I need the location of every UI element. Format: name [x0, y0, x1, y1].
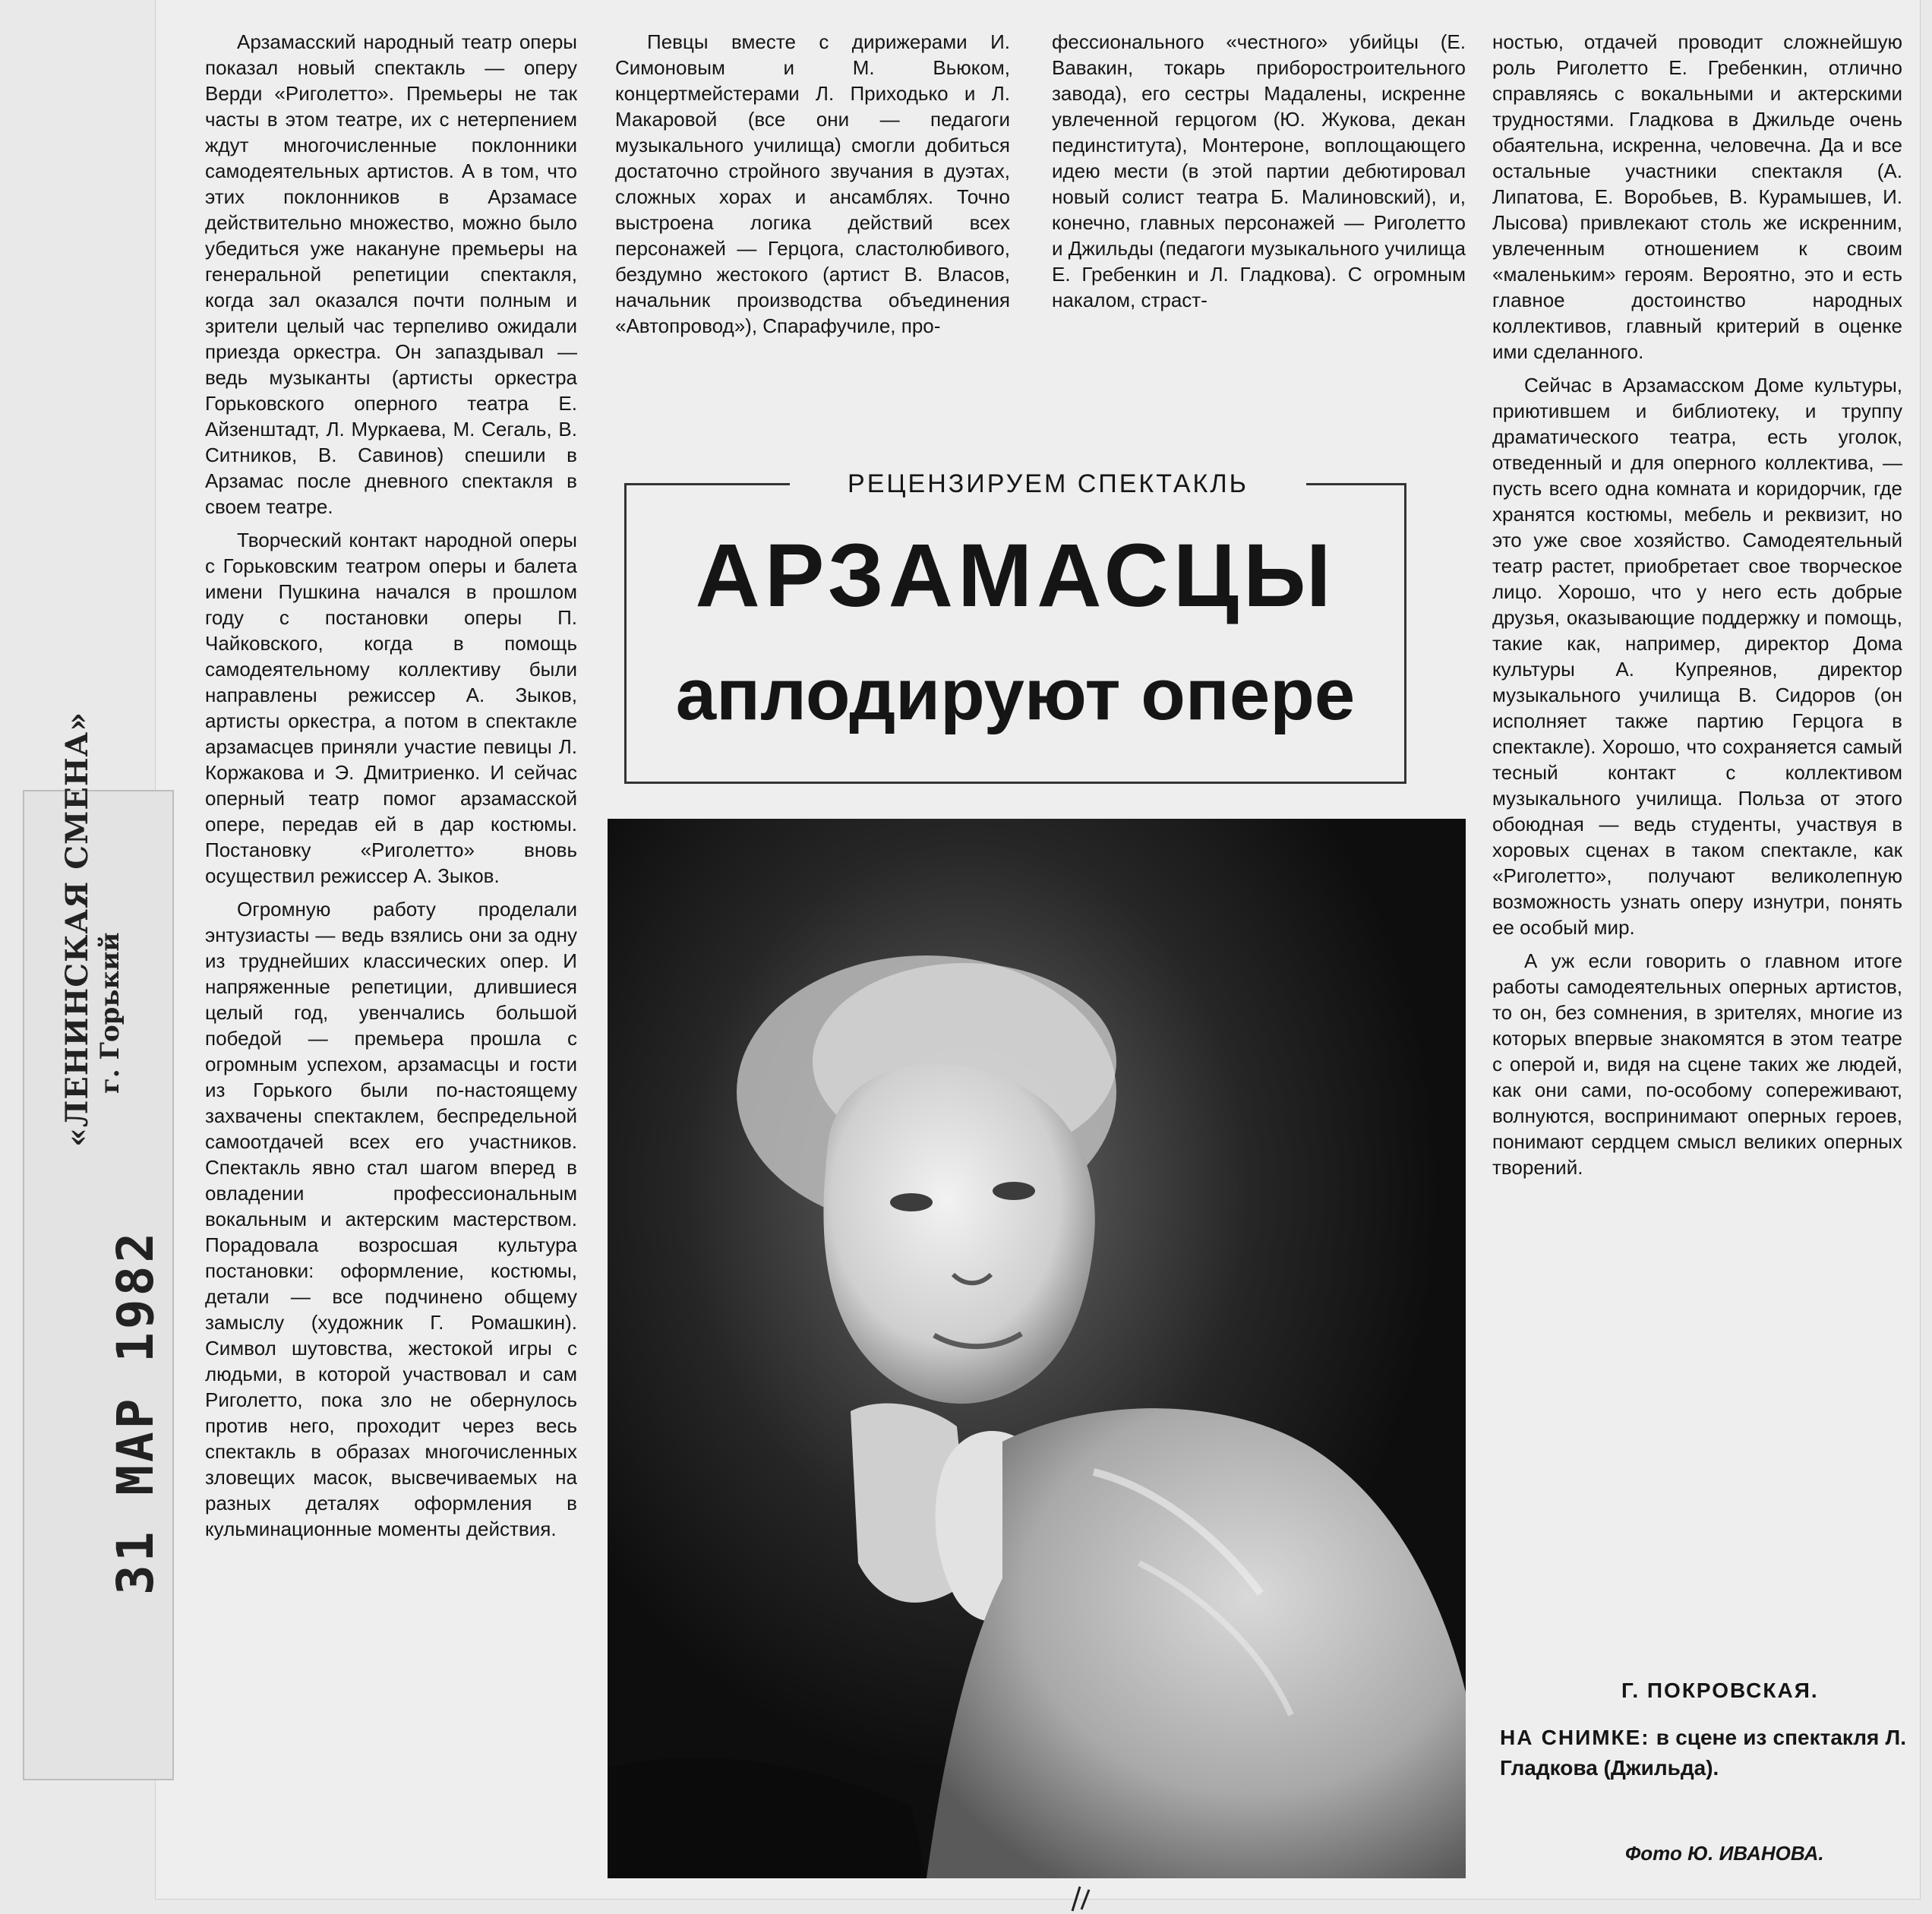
article-column-3 [1052, 29, 1466, 321]
caption-lead: НА СНИМКЕ: [1500, 1726, 1650, 1749]
paragraph: Творческий контакт народной оперы с Горьковским театром оперы и балета имени Пушкина начался в прошлом году с постановки оперы П. Чайковского, когда в помощь самодеятельному коллективу были направлены режиссер А. Зыков, артисты оркестра, а потом в спектакле арзамасцев приняли участие певицы Л. Коржакова и Э. Дмитриенко. И сейчас оперный театр помог арзамасской опере, передав ей в дар костюмы. Постановку «Риголетто» вновь осуществил режиссер А. Зыков. [205, 529, 577, 887]
singer-photo-illustration [608, 819, 1466, 1878]
article-title: АРЗАМАСЦЫ [695, 526, 1336, 626]
paragraph: Арзамасский народный театр оперы показал новый спектакль — оперу Верди «Риголетто». Премьеры не так часты в этом театре, их с нетерпением ждут многочисленные поклонники самодеятельных артистов. А в том, что этих поклонников в Арзамасе действительно множество, можно было убедиться уже накануне премьеры на генеральной репетиции спектакля, когда зал оказался почти полным и зрители целый час терпеливо ожидали приезда оркестра. Он запаздывал — ведь музыканты (артисты оркестра Горьковского оперного театра Е. Айзенштадт, Л. Муркаева, М. Сегаль, В. Ситников, В. Савинов) спешили в Арзамас после дневного спектакля в своем театре. [205, 30, 577, 518]
article-subtitle: аплодируют опере [675, 654, 1356, 735]
paragraph: Огромную работу проделали энтузиасты — ведь взялись они за одну из труднейших классических опер. И напряженные репетиции, длившиеся целый год, увенчались большой победой — премьера прошла с огромным успехом, арзамасцы и гости из Горького были по-настоящему захвачены спектаклем, беспредельной самоотдачей всех его участников. Спектакль явно стал шагом вперед в овладении профессиональным вокальным и актерским мастерством. Порадовала возросшая культура постановки: оформление, костюмы, детали — все подчинено общему замыслу (художник Г. Ромашкин). Символ шутовства, жестокой игры с людьми, в которой участвовал и сам Риголетто, пока зло не обернулось против него, проходит через весь спектакль в образах многочисленных зловещих масок, высвечиваемых на разных деталях оформления в кульминационные моменты действия. [205, 898, 577, 1540]
article-author: Г. ПОКРОВСКАЯ. [1621, 1679, 1819, 1702]
article-photo [608, 819, 1466, 1878]
paragraph: Певцы вместе с дирижерами И. Симоновым и М. Вьюком, концертмейстерами Л. Приходько и Л. Макаровой (все они — педагоги музыкального училища) смогли добиться достаточно стройного звучания в дуэтах, сложных хорах и ансамблях. Точно выстроена логика действий всех персонажей — Герцога, сластолюбивого, бездумно жестокого (артист В. Власов, начальник производства объединения «Автопровод»), Спарафучиле, про- [615, 30, 1010, 337]
photo-caption [1500, 1723, 1906, 1783]
stamp-date: 31 МАР 1982 [106, 1229, 165, 1595]
article-column-4 [1492, 29, 1902, 1188]
stamp-newspaper-name: «ЛЕНИНСКАЯ СМЕНА» [59, 711, 95, 1147]
paragraph: фессионального «честного» убийцы (Е. Вавакин, токарь приборостроительного завода), его сестры Мадалены, искренне увлеченной герцогом (Ю. Жукова, декан пединститута), Монтероне, воплощающего идею мести (в этой партии дебютировал новый солист театра Б. Малиновский), и, конечно, главных персонажей — Риголетто и Джильды (педагоги музыкального училища Е. Гребенкин и Л. Гладкова). С огромным накалом, страст- [1052, 30, 1466, 311]
photo-credit: Фото Ю. ИВАНОВА. [1625, 1842, 1824, 1865]
paragraph: А уж если говорить о главном итоге работы самодеятельных оперных артистов, то он, без сомнения, в зрителях, многие из которых впервые знакомятся в этом театре с оперой и, видя на сцене таких же людей, как они сами, по-особому сопереживают, волнуются, воспринимают оперных героев, понимают сердцем смысл великих оперных творений. [1492, 949, 1902, 1179]
article-column-2 [615, 29, 1010, 346]
rubric-label: РЕЦЕНЗИРУЕМ СПЕКТАКЛЬ [790, 469, 1306, 499]
paragraph: Сейчас в Арзамасском Доме культуры, приютившем и библиотеку, и труппу драматического театра, есть уголок, отведенный и для оперного коллектива, — пусть всего одна комната и коридорчик, где хранятся костюмы, мебель и реквизит, но это уже свое хозяйство. Самодеятельный театр растет, приобретает свое творческое лицо. Хорошо, что у него есть добрые друзья, оказывающие поддержку и помощь, такие как, например, директор Дома культуры А. Купреянов, директор музыкального училища В. Сидоров (он исполняет также партию Герцога в спектакле). Хорошо, что сохраняется самый тесный контакт с коллективом музыкального училища. Польза от этого обоюдная — ведь студенты, участвуя в хоровых сценах в таком спектакле, как «Риголетто», получают великолепную возможность узнать оперу изнутри, понять ее особый мир. [1492, 374, 1902, 939]
article-column-1 [205, 29, 577, 1549]
caption-text: в сцене из спектакля Л. Гладкова (Джильда). [1500, 1726, 1906, 1780]
stamp-city: г. Горький [95, 932, 125, 1094]
paragraph: ностью, отдачей проводит сложнейшую роль Риголетто Е. Гребенкин, отлично справляясь с вокальными и актерскими трудностями. Гладкова в Джильде очень обаятельна, искренна, человечна. Да и все остальные участники спектакля (А. Липатова, Е. Воробьев, В. Курамышев, И. Лысова) привлекают столь же искренним, увлеченным отношением к своим «маленьким» героям. Вероятно, это и есть главное достоинство народных коллективов, главный критерий в оценке ими сделанного. [1492, 30, 1902, 363]
pen-mark [1069, 1882, 1092, 1912]
